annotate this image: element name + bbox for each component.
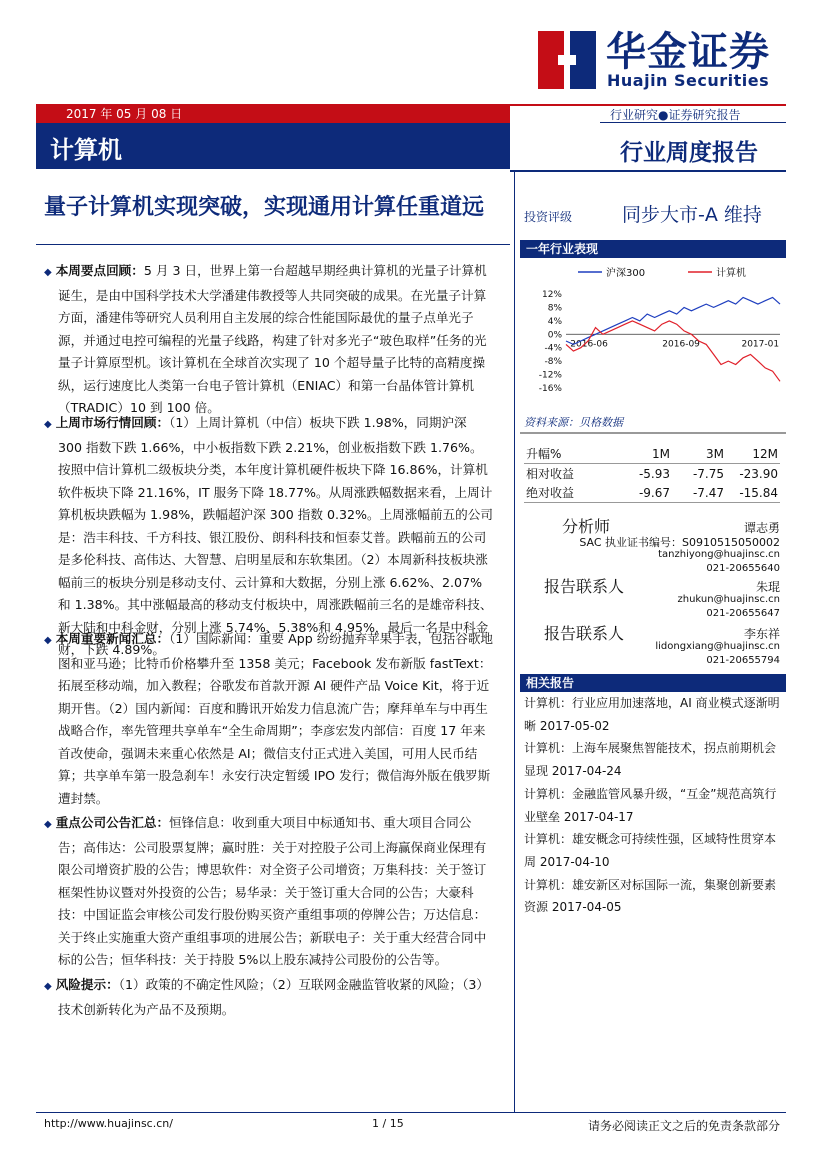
diamond-bullet-icon: ◆	[44, 635, 52, 646]
table-header-cell: 12M	[726, 444, 780, 464]
page-title: 量子计算机实现突破，实现通用计算任重道远	[44, 195, 485, 220]
table-header-cell: 3M	[672, 444, 726, 464]
table-header-row	[524, 444, 780, 464]
section-key: 重点公司公告汇总：	[55, 815, 170, 830]
right-top-rule	[510, 170, 786, 172]
related-report-item[interactable]: 计算机：雄安新区对标国际一流，集聚创新要素资源 2017-04-05	[524, 877, 777, 915]
contact2-email[interactable]: lidongxiang@huajinsc.cn	[655, 641, 780, 652]
related-section-title: 相关报告	[520, 674, 786, 692]
page-number: 1 / 15	[372, 1117, 404, 1130]
sector-title: 计算机	[50, 136, 122, 164]
table-cell: -7.47	[672, 483, 726, 503]
analyst-phone: 021-20655640	[706, 563, 780, 574]
section-text: （1）国际新闻：重要 App 纷纷抛弃苹果手表，包括谷歌地图和亚马逊；比特币价格攀升至 1358 美元；Facebook 发布新版 fastText：拓展至移动端，加入教程；谷歌发布首款开源 AI 硬件产品 Voice Kit，将于近期开售。（2）国内新闻：百度和腾讯开始发力信息流广告；摩拜单车与中再生战略合作，率先管理共享单车“全生命周期”；李彦宏发内部信：百度 17 年来首改使命，强调未来重心依然是 AI；微信支付正式进入美国，可用人民币结算；共享单车第一股急刹车！永安行决定暂缓 IPO 发行；微信海外版在俄罗斯遭封禁。	[58, 631, 494, 806]
y-tick-label: 4%	[547, 316, 562, 327]
y-tick-label: 8%	[547, 303, 562, 314]
source-note: 资料来源：贝格数据	[524, 416, 623, 429]
x-tick-label: 2016-06	[570, 339, 608, 350]
performance-section-title: 一年行业表现	[520, 240, 786, 258]
body-section-4	[44, 812, 494, 972]
analyst-cert: SAC 执业证书编号：S0910515050002	[579, 536, 780, 549]
y-tick-label: -16%	[538, 384, 562, 394]
related-report-item[interactable]: 计算机：上海车展聚焦智能技术，拐点前期机会显现 2017-04-24	[524, 741, 777, 779]
contact1-name: 朱琨	[755, 580, 780, 594]
body-section-5	[44, 974, 494, 1021]
analyst-name: 谭志勇	[743, 521, 780, 535]
series-line-沪深300	[566, 297, 780, 344]
table-cell: -15.84	[726, 483, 780, 503]
footer-url[interactable]: http://www.huajinsc.cn/	[44, 1117, 173, 1130]
y-tick-label: -12%	[538, 370, 562, 381]
brand-name-en: Huajin Securities	[607, 71, 770, 90]
related-reports-list	[524, 692, 780, 919]
performance-table	[524, 444, 780, 503]
brand-logo-icon	[538, 31, 596, 89]
contact1-email[interactable]: zhukun@huajinsc.cn	[677, 594, 780, 605]
section-key: 上周市场行情回顾：	[55, 415, 170, 430]
contact1-phone: 021-20655647	[706, 608, 780, 619]
diamond-bullet-icon: ◆	[44, 419, 52, 430]
body-section-3	[44, 628, 494, 810]
analyst-title: 分析师	[562, 517, 611, 536]
y-tick-label: 0%	[547, 330, 562, 341]
body-section-1	[44, 260, 494, 420]
report-type: 行业周度报告	[620, 140, 758, 166]
brand-name-cn: 华金证券	[606, 29, 770, 75]
related-report-item[interactable]: 计算机：行业应用加速落地，AI 商业模式逐渐明晰 2017-05-02	[524, 696, 780, 733]
diamond-bullet-icon: ◆	[44, 267, 52, 278]
analyst-email[interactable]: tanzhiyong@huajinsc.cn	[658, 549, 780, 560]
contact2-name: 李东祥	[743, 627, 780, 641]
footer-disclaimer: 请务必阅读正文之后的免责条款部分	[587, 1119, 780, 1133]
table-cell: -9.67	[618, 483, 672, 503]
category-tag: 行业研究●证券研究报告	[610, 108, 741, 122]
section-key: 本周重要新闻汇总：	[55, 631, 170, 646]
x-tick-label: 2016-09	[662, 339, 700, 350]
contact2-title: 报告联系人	[544, 624, 625, 643]
y-tick-label: -8%	[544, 357, 562, 368]
headline-rule	[36, 244, 510, 245]
footer-rule	[36, 1112, 786, 1113]
y-tick-label: 12%	[541, 290, 562, 300]
legend-label: 沪深300	[606, 268, 646, 279]
related-report-item[interactable]: 计算机：金融监管风暴升级，“互金”规范高筑行业壁垒 2017-04-17	[524, 786, 777, 824]
rating-value: 同步大市-A 维持	[622, 204, 762, 226]
contact1-title: 报告联系人	[544, 577, 625, 596]
section-text: （1）上周计算机（中信）板块下跌 1.98%，同期沪深 300 指数下跌 1.66%，中小板指数下跌 2.21%，创业板指数下跌 1.76%。按照中信计算机二级板块分类，本年度计算机硬件板块下降 16.86%，计算机软件板块下降 21.16%，IT 服务下降 18.77%。从周涨跌幅数据来看，上周计算机板块跌幅为 1.98%，跌幅超沪深 300 指数 0.32%。上周涨幅前五的公司是：浩丰科技、千方科技、银江股份、朗科科技和恒泰艾普。跌幅前五的公司是多伦科技、高伟达、大智慧、启明星辰和东软集团。（2）本周新科技板块涨幅前三的板块分别是移动支付、云计算和大数据，分别上涨 6.62%、2.07%和 1.38%。其中涨幅最高的移动支付板块中，周涨跌幅前三名的是雄帝科技、新大陆和中科金财，分别上涨 5.74%、5.38%和 4.95%，最后一名是中科金财，下跌 4.89%。	[58, 415, 493, 657]
table-header-cell: 升幅%	[524, 444, 618, 464]
y-tick-label: -4%	[544, 343, 562, 354]
diamond-bullet-icon: ◆	[44, 981, 52, 992]
table-row	[524, 464, 780, 484]
report-date: 2017 年 05 月 08 日	[56, 106, 192, 123]
legend-label: 计算机	[716, 268, 746, 279]
chart-divider	[520, 432, 786, 434]
series-line-计算机	[566, 321, 780, 381]
table-cell: 绝对收益	[524, 483, 618, 503]
related-report-item[interactable]: 计算机：雄安概念可持续性强，区域特性贯穿本周 2017-04-10	[524, 832, 777, 869]
section-text: 5 月 3 日，世界上第一台超越早期经典计算机的光量子计算机诞生，是由中国科学技术大学潘建伟教授等人共同突破的成果。在光量子计算方面，潘建伟等研究人员利用自主发展的综合性能国际最优的量子点单光子源，并通过电控可编程的光量子线路，构建了针对多光子“玻色取样”任务的光量子计算原型机。该计算机在全球首次实现了 10 个超导量子比特的高精度操纵，运行速度比人类第一台电子管计算机（ENIAC）和第一台晶体管计算机（TRADIC）10 到 100 倍。	[58, 263, 487, 415]
table-row	[524, 483, 780, 503]
table-cell: -5.93	[638, 466, 670, 481]
column-divider	[514, 172, 515, 1112]
contact2-phone: 021-20655794	[706, 655, 780, 666]
table-cell: 相对收益	[526, 467, 575, 481]
performance-chart	[518, 262, 786, 402]
section-key: 本周要点回顾：	[55, 263, 144, 278]
section-text: 恒锋信息：收到重大项目中标通知书、重大项目合同公告；高伟达：公司股票复牌；赢时胜：关于对控股子公司上海赢保商业保理有限公司增资扩股的公告；博思软件：对全资子公司增资；万集科技：关于签订框架性协议暨对外投资的公告；易华录：关于签订重大合同的公告；大豪科技：中国证监会审核公司发行股份购买资产重组事项的停牌公告；万达信息：关于终止实施重大资产重组事项的进展公告；新联电子：关于重大经营合同中标的公告；恒华科技：关于持股 5%以上股东减持公司股份的公告等。	[58, 815, 487, 967]
x-tick-label: 2017-01	[741, 339, 780, 350]
section-text: （1）政策的不确定性风险；（2）互联网金融监管收紧的风险；（3）技术创新转化为产品不及预期。	[58, 977, 490, 1017]
table-cell: -7.75	[692, 466, 724, 481]
body-section-2	[44, 412, 494, 662]
rating-label: 投资评级	[524, 210, 573, 224]
tag-underline	[600, 122, 786, 123]
table-cell: -23.90	[739, 466, 778, 481]
section-key: 风险提示：	[55, 977, 119, 992]
table-header-cell: 1M	[618, 444, 672, 464]
diamond-bullet-icon: ◆	[44, 819, 52, 830]
